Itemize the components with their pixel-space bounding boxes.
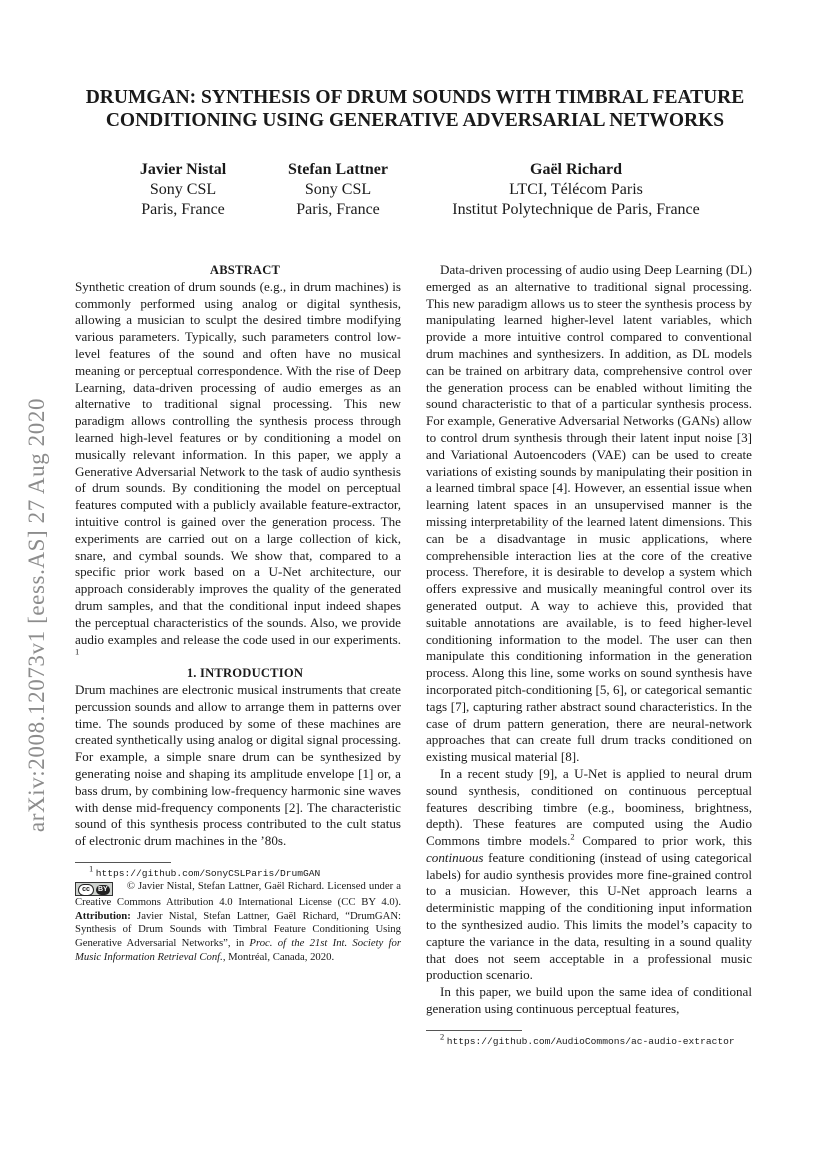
author-location: Institut Polytechnique de Paris, France (452, 201, 700, 218)
license-place: , Montréal, Canada, 2020. (222, 951, 335, 964)
license-attribution-text: Javier Nistal, Stefan Lattner, Gaël Richard, “DrumGAN: Synthesis of Drum Sounds with Timbral Feature Conditioning Using Generative Adversarial Networks”, in (75, 909, 402, 950)
author-name: Javier Nistal (139, 161, 227, 178)
title-line-2: CONDITIONING USING GENERATIVE ADVERSARIAL NETWORKS (105, 110, 725, 131)
p3-emphasis: continuous (426, 849, 484, 865)
author-2 (268, 160, 408, 220)
abstract-text (75, 279, 401, 665)
author-name: Stefan Lattner (288, 161, 388, 178)
author-location: Paris, France (141, 201, 225, 218)
license-venue: Proc. of the 21st Int. Society for Music Information Retrieval Conf. (75, 937, 402, 964)
cc-badge-label: cc (78, 884, 94, 896)
footnote-2 (426, 1031, 752, 1048)
by-badge-label: BY (98, 885, 108, 893)
p3-part-b: Compared to prior work, this (574, 833, 752, 849)
footnote-1 (75, 863, 401, 880)
abstract-body: Synthetic creation of drum sounds (e.g., in drum machines) is commonly performed using analog or digital synthesis, allowing a musician to sculpt the desired timbre modifying various parameters. Typically, such parameters control low-level features of the sound and often have no musical meaning or perceptual correspondence. With the rise of Deep Learning, data-driven processing of audio emerges as an alternative to traditional signal processing. This new paradigm allows controlling the synthesis process through learned high-level features or by conditioning a model on musically relevant information. In this paper, we apply a Generative Adversarial Network to the task of audio synthesis of drum sounds. By conditioning the model on perceptual features computed with a publicly available feature-extractor, intuitive control is gained over the generation process. The experiments are carried out on a large collection of kick, snare, and cymbal sounds. We show that, compared to a specific prior work based on a U-Net architecture, our approach considerably improves the quality of the generated drum samples, and that the conditional input indeed shapes the perceptual characteristics of the sounds. Also, we provide audio examples and release the code used in our experiments. (75, 278, 401, 647)
arxiv-identifier (22, 350, 52, 880)
author-location: Paris, France (296, 201, 380, 218)
author-3 (440, 160, 712, 220)
author-affiliation: Sony CSL (304, 181, 372, 198)
license-notice (75, 880, 401, 965)
arxiv-identifier-text: arXiv:2008.12073v1 [eess.AS] 27 Aug 2020 (24, 397, 49, 833)
author-name: Gaël Richard (530, 161, 622, 178)
p3-part-c: feature conditioning (instead of using categorical labels) for audio synthesis provides more fine-grained control to a musician. However, this U-Net approach learns a deterministic mapping of the conditioning input information to the synthesized audio. This limits the model’s capacity to capture the variance in the data, resulting in a sound quality that does not seem acceptable in a professional music production scenario. (426, 849, 752, 983)
author-affiliation: LTCI, Télécom Paris (509, 181, 643, 198)
footnote-number: 1 (89, 863, 94, 874)
intro-paragraph-4: In this paper, we build upon the same idea of conditional generation using continuous perceptual features, (426, 984, 752, 1017)
license-attribution-label: Attribution: (75, 909, 131, 922)
title-line-1: DRUMGAN: SYNTHESIS OF DRUM SOUNDS WITH TIMBRAL FEATURE (85, 87, 745, 108)
p3-part-a: In a recent study [9], a U-Net is applied to neural drum sound synthesis, conditioned on continuous perceptual features describing timbre (e.g., boominess, brightness, depth). These features are computed using the Audio Commons timbre models. (426, 765, 752, 849)
footnote-number: 2 (440, 1031, 445, 1042)
cc-by-badge-icon (75, 882, 113, 896)
intro-paragraph-2: Data-driven processing of audio using Deep Learning (DL) emerged as an alternative to traditional signal processing. This new paradigm allows us to steer the synthesis process by manipulating learned higher-level latent variables, which provide a more intuitive control compared to conventional drum machines and synthesizers. In addition, as DL models can be trained on arbitrary data, comprehensive control over the generation process can be enabled without limiting the sound characteristic to that of a particular synthesis process. For example, Generative Adversarial Networks (GANs) allow to control drum synthesis through their latent input noise [3] and Variational Autoencoders (VAE) can be used to create variations of existing sounds by manipulating their position in a learned timbral space [4]. However, an essential issue when learning latent spaces in an unsupervised manner is the missing interpretability of the learned latent dimensions. This can be a disadvantage in music applications, where comprehensible interaction lies at the core of the creative process. Therefore, it is desirable to develop a system which offers expressive and musically meaningful control over its generated output. A way to achieve this, provided that suitable annotations are available, is to feed higher-level conditioning information to the model. The user can then manipulate this conditioning information in the generation process. Along this line, some works on sound synthesis have incorporated pitch-conditioning [5, 6], or categorical semantic tags [7], capturing rather abstract sound characteristics. In the case of drum pattern generation, there are neural-network approaches that can create full drum tracks conditioned on existing musical material [8]. (426, 262, 752, 765)
author-1 (118, 160, 248, 220)
footnote-link[interactable]: https://github.com/AudioCommons/ac-audio-extractor (446, 1035, 735, 1047)
footnote-mark: 1 (75, 646, 80, 657)
footnote-mark: 2 (570, 831, 575, 842)
intro-paragraph-3 (426, 766, 752, 984)
introduction-heading: 1. INTRODUCTION (186, 666, 304, 681)
paper-title (60, 86, 770, 132)
license-copyright: © Javier Nistal, Stefan Lattner, Gaël Richard. Licensed under a Creative Commons Attribution 4.0 International License (CC BY 4.0). (75, 879, 402, 908)
author-affiliation: Sony CSL (149, 181, 217, 198)
abstract-heading: ABSTRACT (209, 263, 281, 277)
introduction-paragraph: Drum machines are electronic musical instruments that create percussion sounds and allow to arrange them in patterns over time. The sounds produced by some of these machines are created synthetically using analog or digital signal processing. For example, a simple snare drum can be synthesized by generating noise and shaping its amplitude envelope [1] or, a bass drum, by combining low-frequency harmonic sine waves with dense mid-frequency components [2]. The characteristic sound of this synthesis process contributed to the cult status of electronic drum machines in the ’80s. (75, 681, 401, 849)
right-column (426, 262, 752, 1048)
left-column (75, 262, 401, 965)
footnote-link[interactable]: https://github.com/SonyCSLParis/DrumGAN (95, 867, 321, 879)
